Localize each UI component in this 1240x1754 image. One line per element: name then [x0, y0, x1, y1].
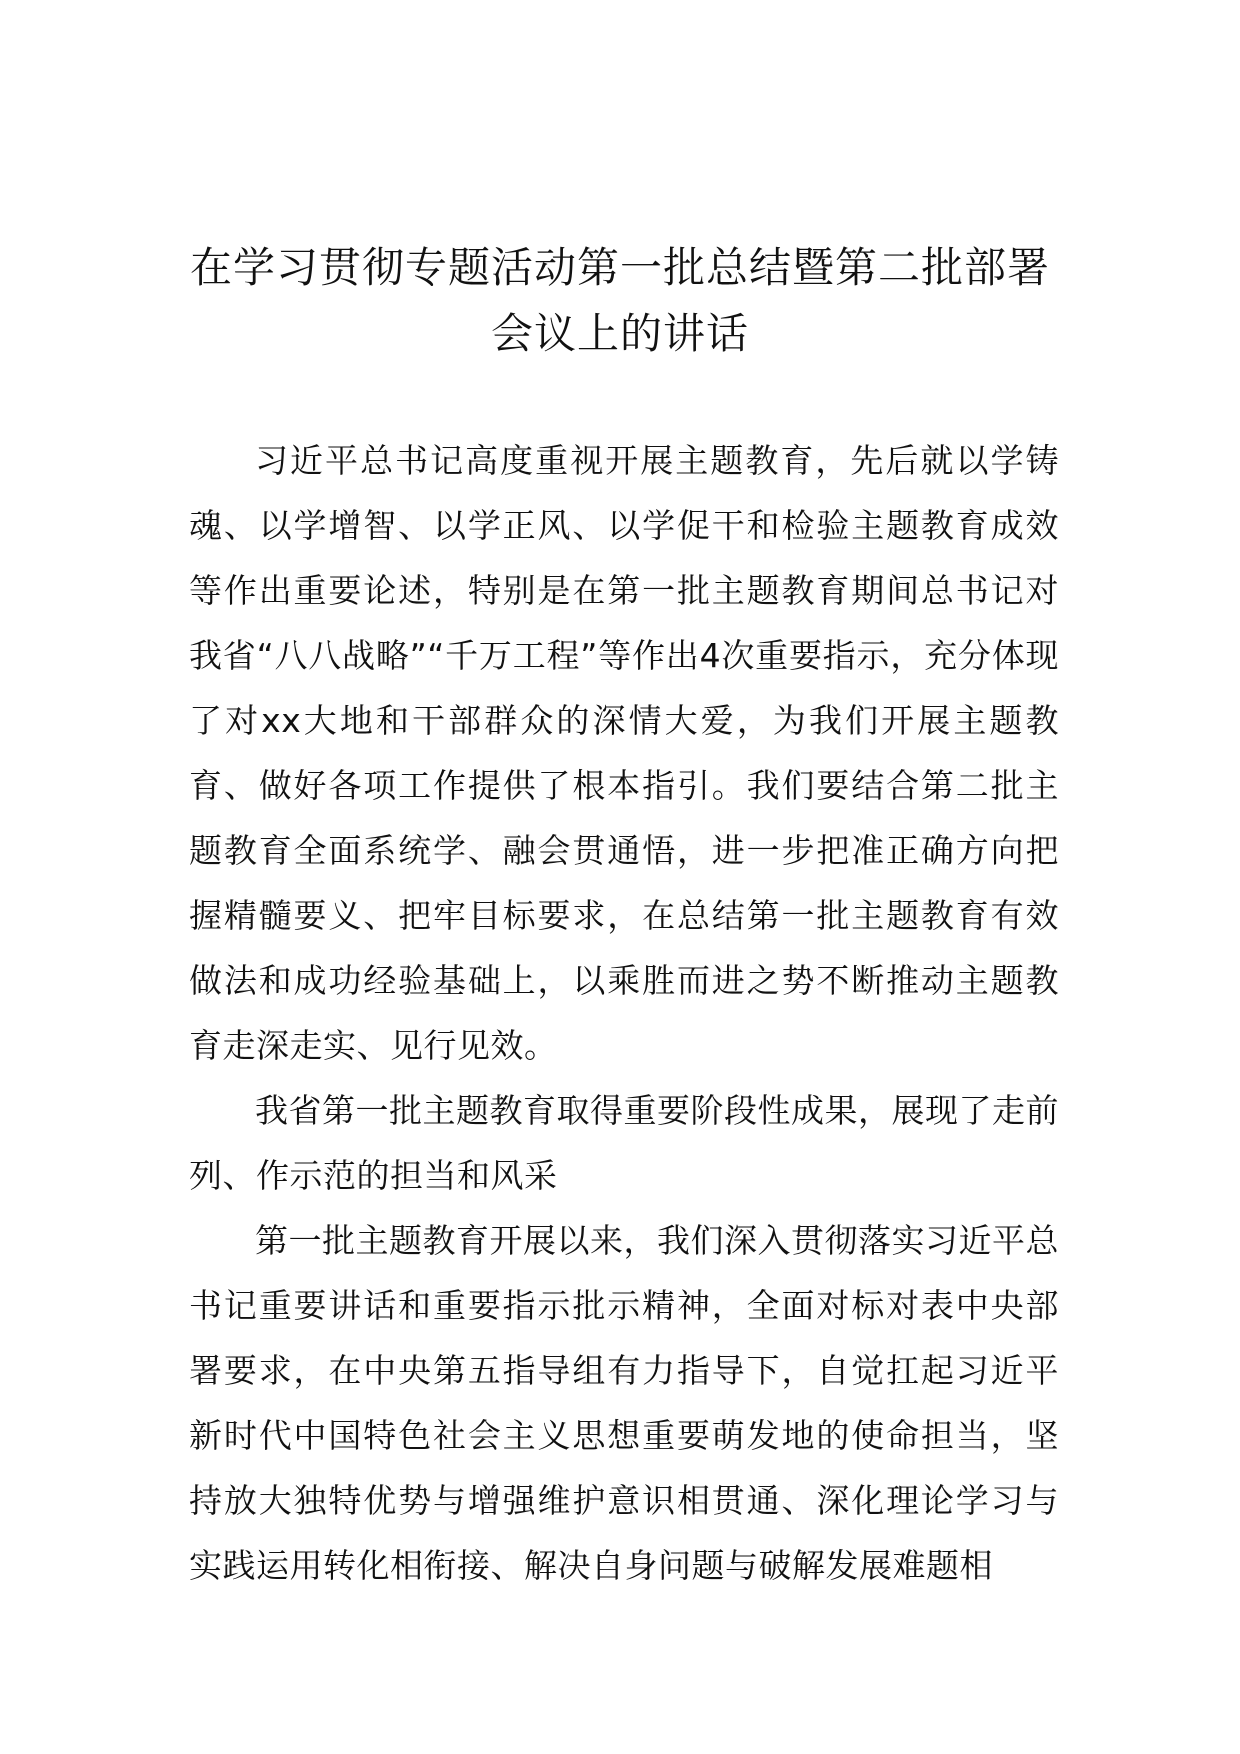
paragraph: 第一批主题教育开展以来，我们深入贯彻落实习近平总书记重要讲话和重要指示批示精神，全面对标对表中央部署要求，在中央第五指导组有力指导下，自觉扛起习近平新时代中国特色社会主义思想重要萌发地的使命担当，坚持放大独特优势与增强维护意识相贯通、深化理论学习与实践运用转化相衔接、解决自身问题与破解发展难题相: [189, 1221, 1059, 1585]
document-body: [189, 428, 1059, 1598]
section-heading-paragraph: 我省第一批主题教育取得重要阶段性成果，展现了走前列、作示范的担当和风采: [189, 1091, 1059, 1195]
paragraph: 习近平总书记高度重视开展主题教育，先后就以学铸魂、以学增智、以学正风、以学促干和检验主题教育成效等作出重要论述，特别是在第一批主题教育期间总书记对我省“八八战略”“千万工程”等作出4次重要指示，充分体现了对xx大地和干部群众的深情大爱，为我们开展主题教育、做好各项工作提供了根本指引。我们要结合第二批主题教育全面系统学、融会贯通悟，进一步把准正确方向把握精髓要义、把牢目标要求，在总结第一批主题教育有效做法和成功经验基础上，以乘胜而进之势不断推动主题教育走深走实、见行见效。: [189, 441, 1059, 1065]
document-title: 在学习贯彻专题活动第一批总结暨第二批部署会议上的讲话: [189, 243, 1050, 358]
